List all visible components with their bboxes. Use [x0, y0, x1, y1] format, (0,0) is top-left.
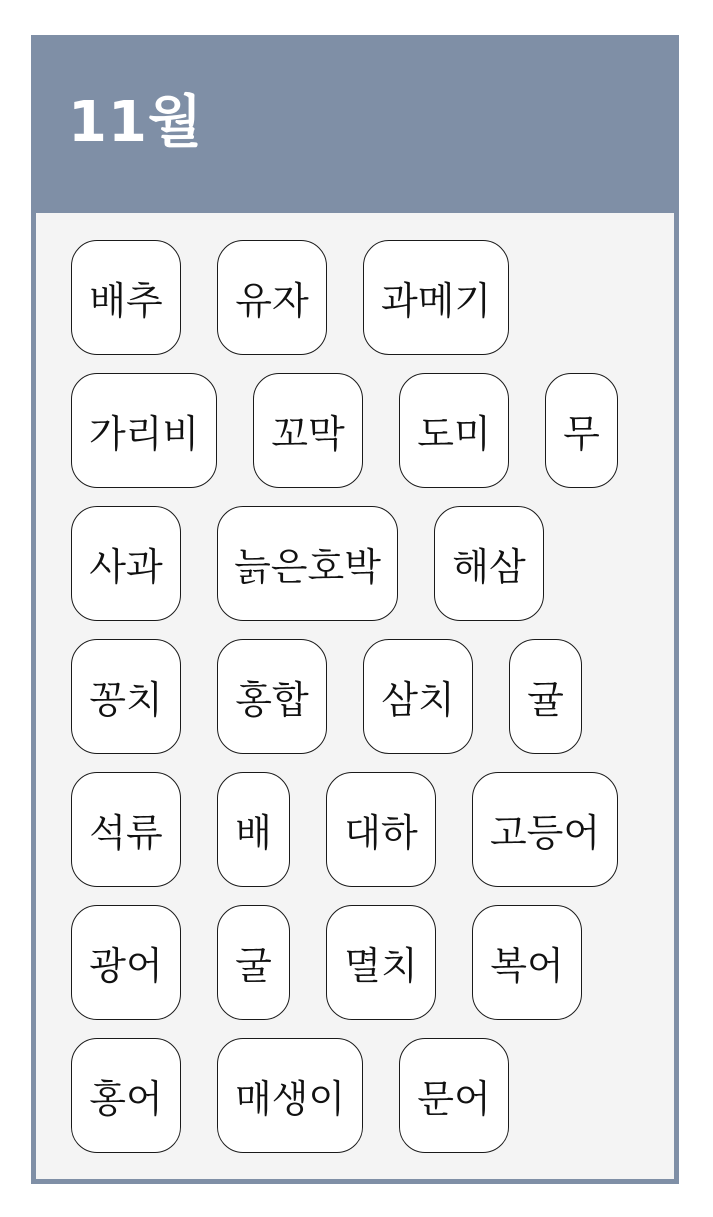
- ingredient-chip[interactable]: 광어: [71, 905, 181, 1020]
- ingredient-chip[interactable]: 배추: [71, 240, 181, 355]
- ingredient-chip[interactable]: 가리비: [71, 373, 217, 488]
- month-header: [31, 35, 679, 213]
- ingredient-chip[interactable]: 유자: [217, 240, 327, 355]
- ingredient-chip[interactable]: 매생이: [217, 1038, 363, 1153]
- ingredient-chip[interactable]: 사과: [71, 506, 181, 621]
- ingredient-chip[interactable]: 석류: [71, 772, 181, 887]
- ingredient-chip[interactable]: 귤: [509, 639, 582, 754]
- ingredient-chip[interactable]: 꽁치: [71, 639, 181, 754]
- ingredient-chip[interactable]: 복어: [472, 905, 582, 1020]
- ingredient-chip[interactable]: 홍어: [71, 1038, 181, 1153]
- ingredient-chip[interactable]: 꼬막: [253, 373, 363, 488]
- ingredient-chip[interactable]: 고등어: [472, 772, 618, 887]
- ingredient-chip[interactable]: 삼치: [363, 639, 473, 754]
- ingredient-chip[interactable]: 굴: [217, 905, 290, 1020]
- ingredient-chip[interactable]: 해삼: [434, 506, 544, 621]
- ingredient-chip[interactable]: 홍합: [217, 639, 327, 754]
- ingredient-chip[interactable]: 늙은호박: [217, 506, 398, 621]
- ingredient-chip[interactable]: 배: [217, 772, 290, 887]
- ingredient-chip[interactable]: 대하: [326, 772, 436, 887]
- month-title: 11월: [68, 90, 204, 155]
- ingredient-chip[interactable]: 과메기: [363, 240, 509, 355]
- ingredient-chip[interactable]: 멸치: [326, 905, 436, 1020]
- month-card: [31, 35, 679, 1184]
- ingredient-chip[interactable]: 문어: [399, 1038, 509, 1153]
- ingredient-chip[interactable]: 도미: [399, 373, 509, 488]
- ingredient-chip[interactable]: 무: [545, 373, 618, 488]
